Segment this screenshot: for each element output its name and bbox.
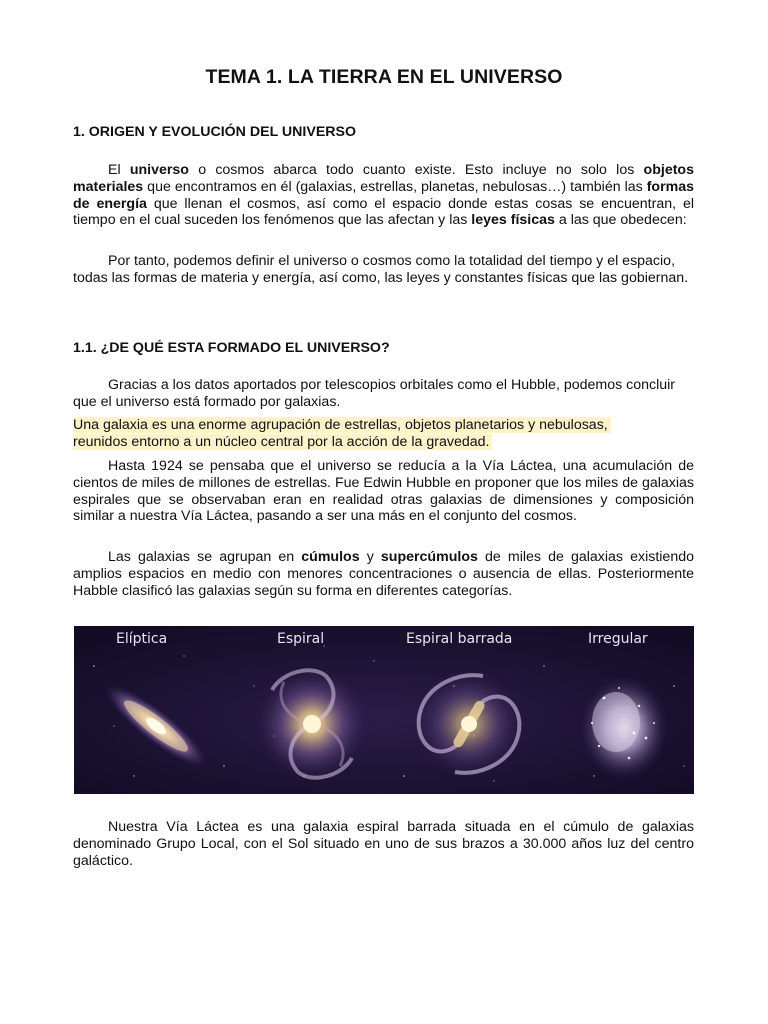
- section-1-paragraph-1: [73, 162, 694, 229]
- section-1-heading: 1. ORIGEN Y EVOLUCIÓN DEL UNIVERSO: [73, 124, 357, 140]
- barred-spiral-galaxy: [413, 668, 525, 780]
- section-1-1-heading: 1.1. ¿DE QUÉ ESTA FORMADO EL UNIVERSO?: [73, 340, 390, 356]
- text-run: de miles de galaxias existiendo amplios espacios en medio con menores concentraciones o ausencia de ellas. Posteriormente Habble clasificó las galaxias según su forma en diferentes categorías.: [73, 549, 694, 599]
- document-title: TEMA 1. LA TIERRA EN EL UNIVERSO: [205, 66, 563, 88]
- label-irregular: Irregular: [588, 631, 648, 647]
- highlight-line-2: reunidos entorno a un núcleo central por la acción de la gravedad.: [73, 434, 492, 450]
- text-run: o cosmos abarca todo cuanto existe. Esto incluye no solo los: [188, 162, 644, 178]
- section-1-1-paragraph-4: Nuestra Vía Láctea es una galaxia espiral barrada situada en el cúmulo de galaxias denominado Grupo Local, con el Sol situado en uno de sus brazos a 30.000 años luz del centro galáctico.: [73, 819, 694, 869]
- text-run: a las que obedecen:: [554, 212, 687, 229]
- bold-term-objetos-materiales: objetos materiales: [73, 162, 694, 195]
- bold-term-supercumulos: supercúmulos: [380, 549, 478, 565]
- label-eliptica: Elíptica: [116, 631, 168, 647]
- highlighted-definition: [73, 417, 694, 451]
- galaxy-illustration: [74, 626, 694, 794]
- text-run: que llenan el cosmos, así como el espacio donde estas cosas se encuentran, el tiempo en el cual suceden los fenómenos que las afectan y las: [73, 195, 694, 229]
- section-1-paragraph-2: Por tanto, podemos definir el universo o cosmos como la totalidad del tiempo y el espacio, todas las formas de materia y energía, así como, las leyes y constantes físicas que las gobiernan.: [73, 253, 689, 286]
- label-espiral: Espiral: [277, 631, 325, 647]
- label-espiral-barrada: Espiral barrada: [406, 631, 513, 647]
- bold-term-formas-de-energia: formas de energía: [73, 178, 694, 212]
- text-run: y: [359, 549, 381, 565]
- text-run: Las galaxias se agrupan en: [108, 549, 302, 565]
- text-run: El: [108, 162, 130, 178]
- section-1-1-paragraph-1: Gracias a los datos aportados por telescopios orbitales como el Hubble, podemos concluir que el universo está formado por galaxias.: [73, 377, 676, 410]
- text-run: que encontramos en él (galaxias, estrellas, planetas, nebulosas…) también las: [143, 178, 647, 195]
- section-1-1-paragraph-2: Hasta 1924 se pensaba que el universo se reducía a la Vía Láctea, una acumulación de cientos de miles de millones de estrellas. Fue Edwin Hubble en proponer que los miles de galaxias espirales que se observaban eran en realidad otras galaxias de dimensiones y composición similar a nuestra Vía Láctea, pasando a ser una más en el conjunto del cosmos.: [73, 458, 694, 525]
- irregular-galaxy: [580, 676, 668, 780]
- bold-term-universo: universo: [129, 162, 189, 178]
- section-1-1-paragraph-3: [73, 549, 694, 599]
- bold-term-leyes-fisicas: leyes físicas: [471, 212, 555, 229]
- bold-term-cumulos: cúmulos: [301, 549, 360, 565]
- highlight-line-1: Una galaxia es una enorme agrupación de estrellas, objetos planetarios y nebulosas,: [73, 417, 611, 433]
- galaxy-types-image: [74, 626, 694, 794]
- spiral-galaxy: [254, 666, 370, 782]
